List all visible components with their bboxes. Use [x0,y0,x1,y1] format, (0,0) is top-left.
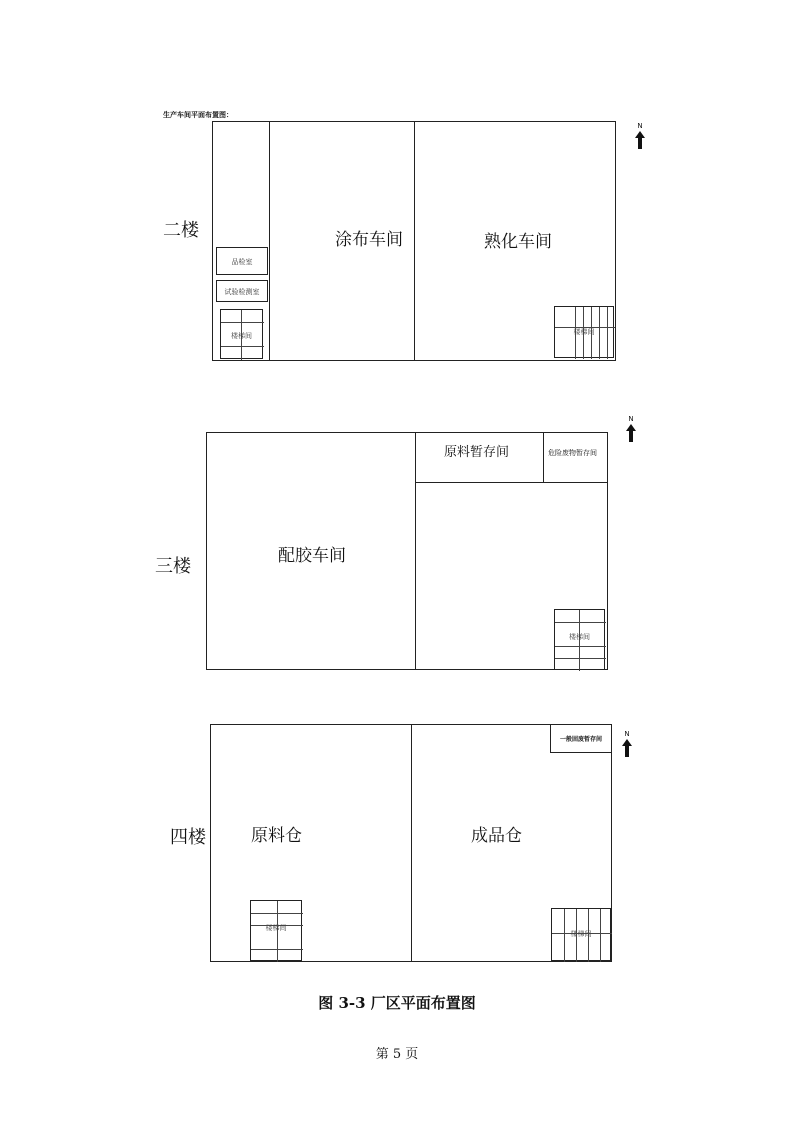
floor-4-label: 四楼 [170,827,206,848]
room-raw-store: 原料仓 [251,826,302,846]
floor-2-north-label: N [637,122,643,130]
north-arrow-icon [626,424,636,442]
room-coating: 涂布车间 [335,230,403,250]
room-product-store: 成品仓 [471,826,522,846]
figure-caption: 图 3-3 厂区平面布置图 [318,994,476,1012]
floor-4-stair-left-label: 楼梯间 [265,924,287,932]
floor-3-outline [206,432,608,670]
floor-3-divider-hazard [543,432,544,482]
room-qc [216,247,268,275]
floor-2-divider-2 [414,121,415,361]
floor-4-stair-right-label: 楼梯间 [570,930,592,938]
floor-4-stair-left [250,900,302,961]
floor-4-north-arrow [620,730,634,757]
floor-4-stair-right [551,908,611,961]
room-curing: 熟化车间 [484,232,552,252]
floor-2-divider-1 [269,121,270,361]
room-glue: 配胶车间 [278,546,346,566]
room-raw-temp: 原料暂存间 [444,445,510,460]
room-lab-label: 试验检测室 [224,288,260,296]
floor-2-stair-right [554,306,614,358]
floor-4-divider-v [411,724,412,962]
room-qc-label: 品检室 [231,258,253,266]
plan-heading: 生产车间平面布置图： [163,111,233,119]
north-arrow-icon [622,739,632,757]
north-arrow-icon [635,131,645,149]
room-general-waste [550,724,612,753]
floor-3-label: 三楼 [155,556,191,577]
floor-2-label: 二楼 [163,220,199,241]
floor-3-north-label: N [628,415,634,423]
room-hazard: 危险废物暂存间 [548,449,597,457]
floor-3-north-arrow [624,415,638,442]
floor-2-stair-left [220,309,263,359]
floor-4-north-label: N [624,730,630,738]
page-number: 第 5 页 [375,1047,419,1062]
floor-2-stair-right-label: 楼梯间 [573,328,595,336]
floor-2-stair-left-label: 楼梯间 [231,332,252,340]
floor-3-stair [554,609,605,670]
room-lab [216,280,268,302]
floor-2-north-arrow [633,122,647,149]
floor-3-divider-h [415,482,608,483]
floor-3-stair-label: 楼梯间 [569,633,590,641]
room-general-waste-label: 一般固废暂存间 [559,736,602,743]
floor-3-divider-v [415,432,416,670]
